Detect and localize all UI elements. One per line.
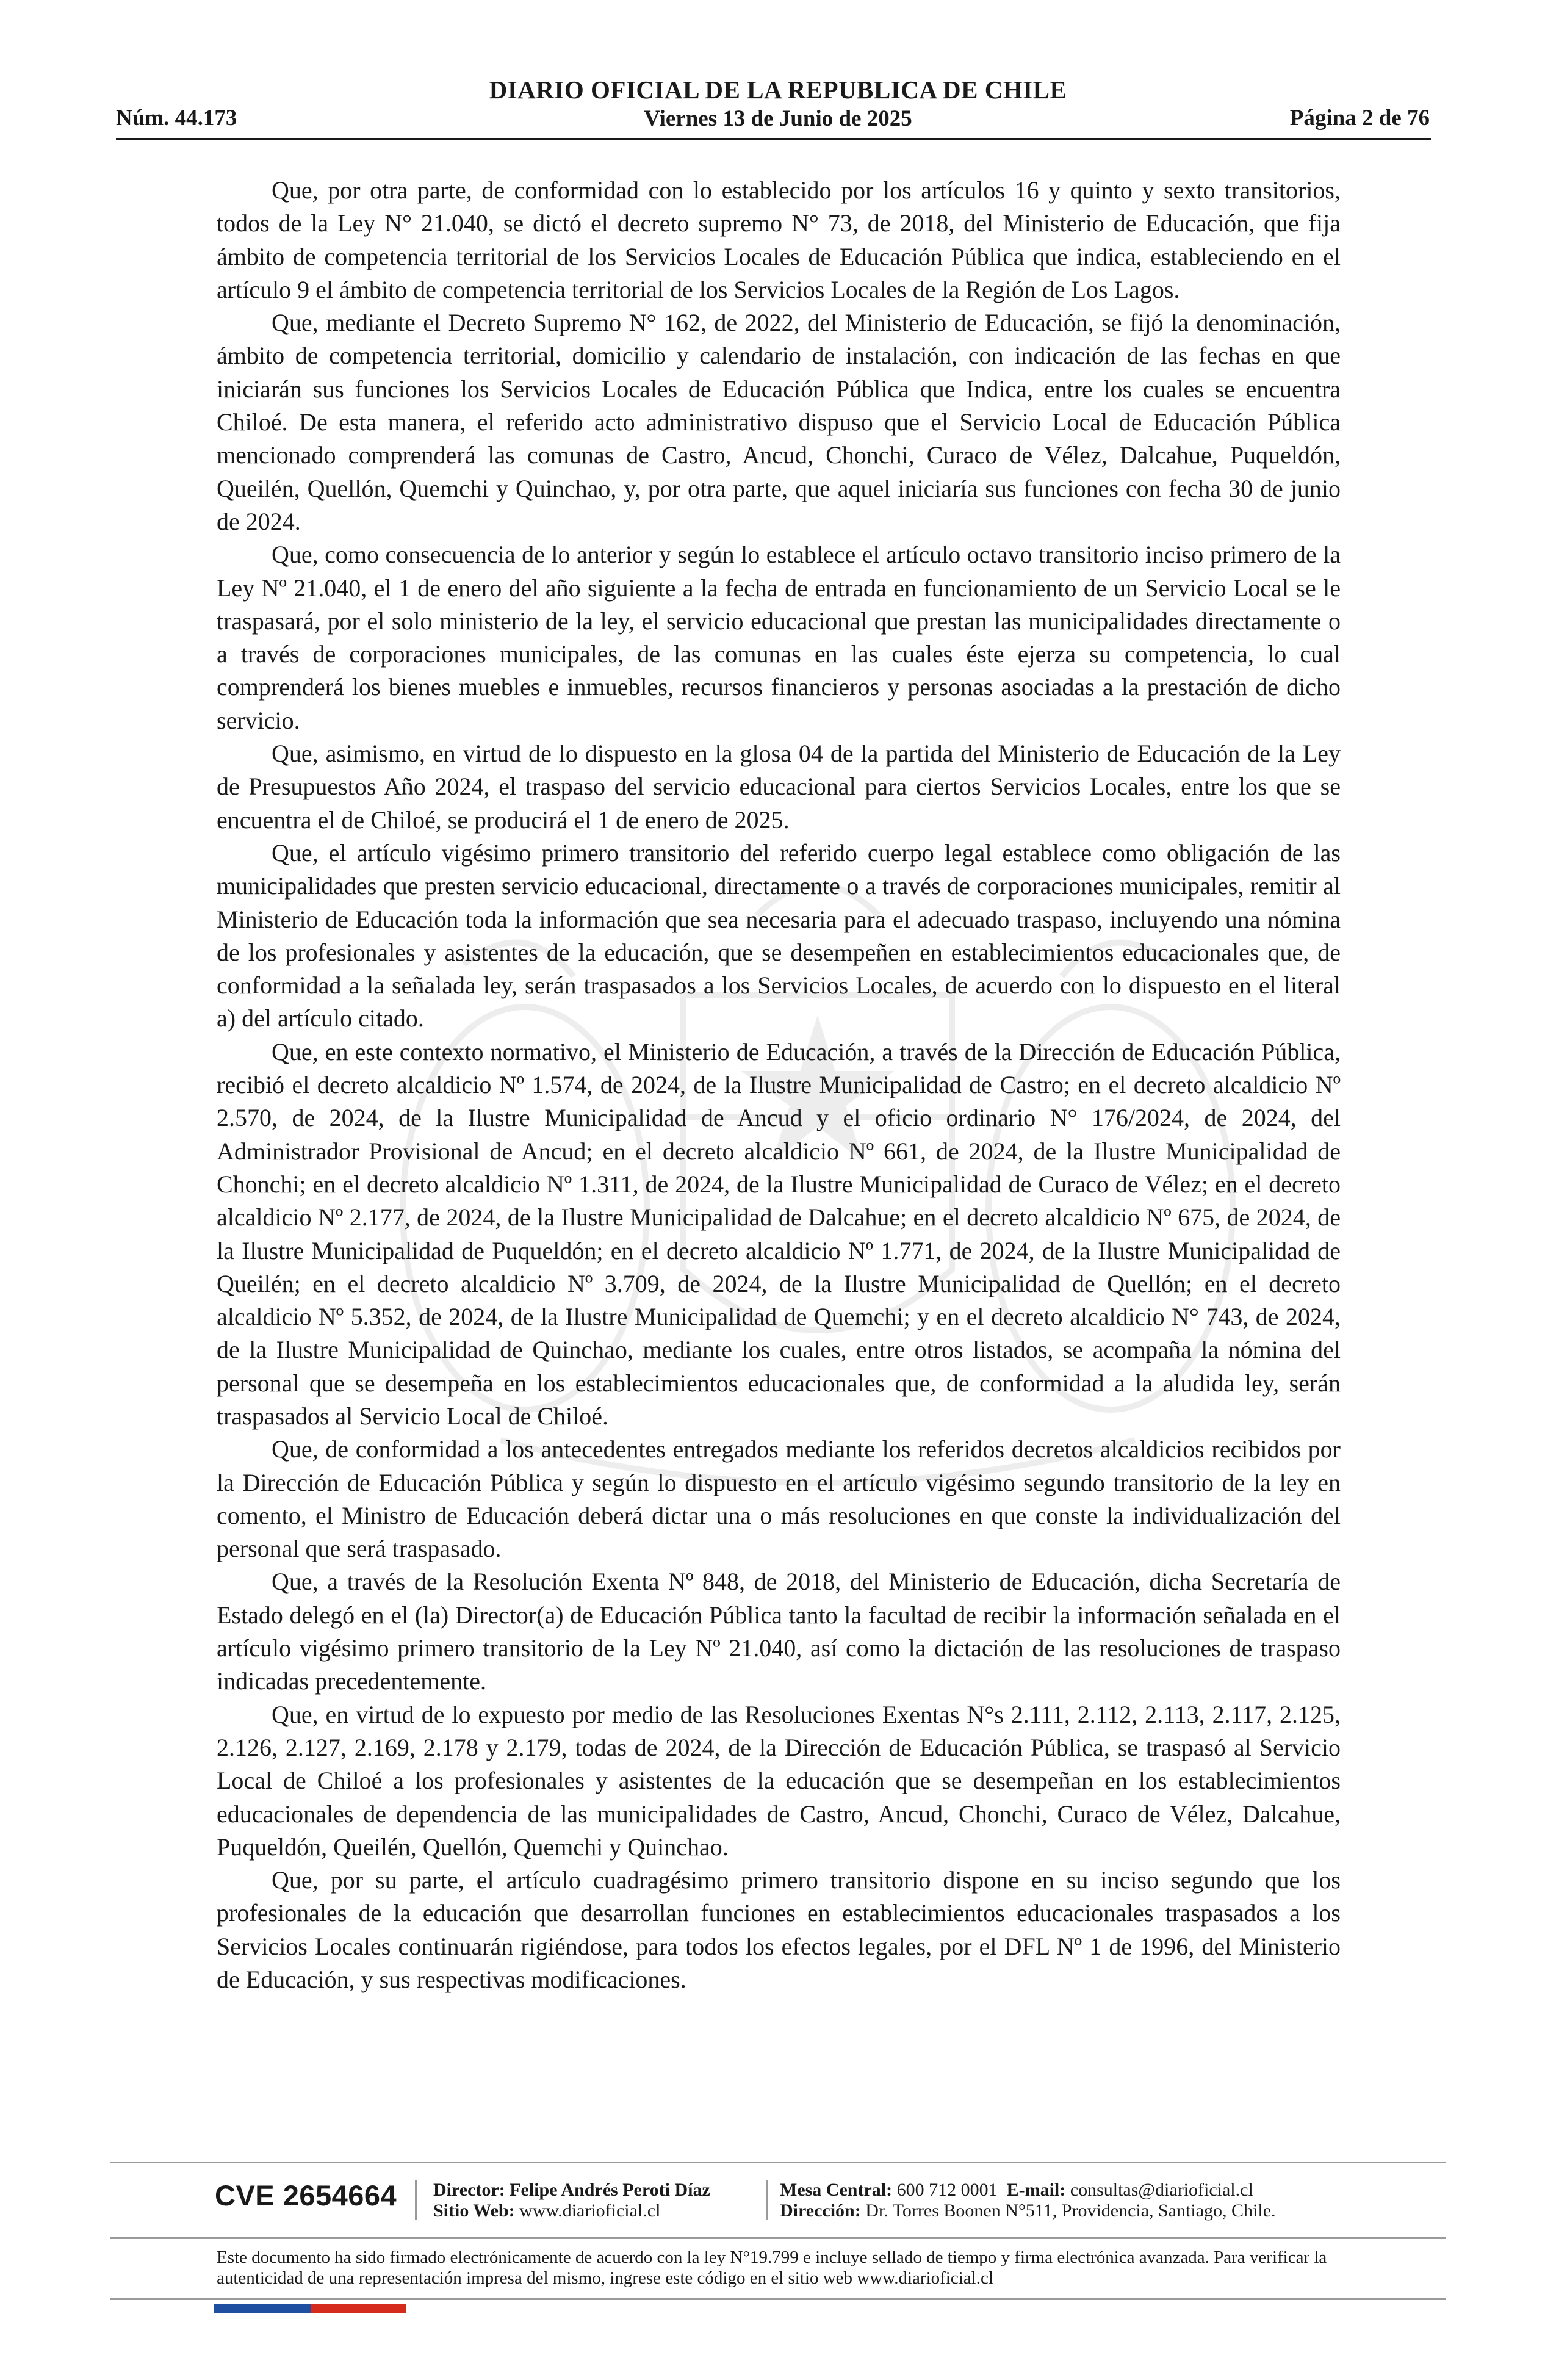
footer-separator — [415, 2180, 417, 2220]
website-label: Sitio Web: — [433, 2201, 515, 2221]
paragraph: Que, por su parte, el artículo cuadragésimo primero transitorio dispone en su inciso segundo que los profesionales de la educación que desarrollan funciones en establecimientos educacionales traspasados a los Servicios Locales continuarán rigiéndose, para todos los efectos legales, por el DFL Nº 1 de 1996, del Ministerio de Educación, y sus respectivas modificaciones. — [217, 1866, 1341, 1994]
flag-stripe-red — [311, 2304, 406, 2313]
paragraph: Que, a través de la Resolución Exenta Nº 848, de 2018, del Ministerio de Educación, dicha Secretaría de Estado delegó en el (la) Director(a) de Educación Pública tanto la facultad de recibir la información señalada en el artículo vigésimo primero transitorio de la Ley Nº 21.040, así como la dictación de las resoluciones de traspaso indicadas precedentemente. — [217, 1568, 1341, 1695]
paragraph: Que, asimismo, en virtud de lo dispuesto en la glosa 04 de la partida del Ministerio de Educación de la Ley de Presupuestos Año 2024, el traspaso del servicio educacional para ciertos Servicios Locales, entre los que se encuentra el de Chiloé, se producirá el 1 de enero de 2025. — [217, 740, 1341, 834]
footer-divider-top — [110, 2162, 1446, 2163]
paragraph: Que, mediante el Decreto Supremo N° 162, de 2022, del Ministerio de Educación, se fijó la denominación, ámbito de competencia territorial, domicilio y calendario de instalación, con indicación de las fechas en que iniciarán sus funciones los Servicios Locales de Educación Pública que Indica, entre los cuales se encuentra Chiloé. De esta manera, el referido acto administrativo dispuso que el Servicio Local de Educación Pública mencionado comprenderá las comunas de Castro, Ancud, Chonchi, Curaco de Vélez, Dalcahue, Puqueldón, Queilén, Quellón, Quemchi y Quinchao, y, por otra parte, que aquel iniciaría sus funciones con fecha 30 de junio de 2024. — [217, 309, 1341, 535]
address-text: Dr. Torres Boonen N°511, Providencia, Santiago, Chile. — [865, 2201, 1276, 2221]
website-link[interactable]: www.diarioficial.cl — [519, 2201, 661, 2221]
footer-contact-block — [780, 2180, 1276, 2221]
newspaper-title: DIARIO OFICIAL DE LA REPUBLICA DE CHILE — [489, 76, 1067, 104]
email-link[interactable]: consultas@diarioficial.cl — [1070, 2180, 1253, 2200]
footer-divider-mid — [110, 2237, 1446, 2239]
paragraph: Que, como consecuencia de lo anterior y según lo establece el artículo octavo transitorio inciso primero de la Ley Nº 21.040, el 1 de enero del año siguiente a la fecha de entrada en funcionamiento de un Servicio Local se le traspasará, por el solo ministerio de la ley, el servicio educacional que prestan las municipalidades directamente o a través de corporaciones municipales, de las comunas en las cuales éste ejerza su competencia, lo cual comprenderá los bienes muebles e inmuebles, recursos financieros y personas asociadas a la prestación de dicho servicio. — [217, 541, 1341, 734]
phone-label: Mesa Central: — [780, 2180, 893, 2200]
address-label: Dirección: — [780, 2201, 861, 2221]
footer-separator — [766, 2180, 768, 2220]
cve-code: CVE 2654664 — [215, 2179, 397, 2212]
phone-number: 600 712 0001 — [896, 2180, 998, 2200]
paragraph: Que, en virtud de lo expuesto por medio de las Resoluciones Exentas N°s 2.111, 2.112, 2.113, 2.117, 2.125, 2.126, 2.127, 2.169, 2.178 y 2.179, todas de 2024, de la Dirección de Educación Pública, se traspasó al Servicio Local de Chiloé a los profesionales y asistentes de la educación que se desempeñan en los establecimientos educacionales de dependencia de las municipalidades de Castro, Ancud, Chonchi, Curaco de Vélez, Dalcahue, Puqueldón, Queilén, Quellón, Quemchi y Quinchao. — [217, 1700, 1341, 1861]
paragraph: Que, en este contexto normativo, el Ministerio de Educación, a través de la Dirección de Educación Pública, recibió el decreto alcaldicio Nº 1.574, de 2024, de la Ilustre Municipalidad de Castro; en el decreto alcaldicio Nº 2.570, de 2024, de la Ilustre Municipalidad de Ancud y el oficio ordinario N° 176/2024, de 2024, del Administrador Provisional de Ancud; en el decreto alcaldicio Nº 661, de 2024, de la Ilustre Municipalidad de Chonchi; en el decreto alcaldicio Nº 1.311, de 2024, de la Ilustre Municipalidad de Curaco de Vélez; en el decreto alcaldicio Nº 2.177, de 2024, de la Ilustre Municipalidad de Dalcahue; en el decreto alcaldicio Nº 675, de 2024, de la Ilustre Municipalidad de Puqueldón; en el decreto alcaldicio Nº 1.771, de 2024, de la Ilustre Municipalidad de Queilén; en el decreto alcaldicio Nº 3.709, de 2024, de la Ilustre Municipalidad de Quellón; en el decreto alcaldicio Nº 5.352, de 2024, de la Ilustre Municipalidad de Quemchi; y en el decreto alcaldicio N° 743, de 2024, de la Ilustre Municipalidad de Quinchao, mediante los cuales, entre otros listados, se acompaña la nómina del personal que se desempeña en los establecimientos educacionales que, de conformidad a la aludida ley, serán traspasados al Servicio Local de Chiloé. — [217, 1037, 1341, 1430]
paragraph: Que, por otra parte, de conformidad con lo establecido por los artículos 16 y quinto y sexto transitorios, todos de la Ley N° 21.040, se dictó el decreto supremo N° 73, de 2018, del Ministerio de Educación, que fija ámbito de competencia territorial de los Servicios Locales de Educación Pública que indica, estableciendo en el artículo 9 el ámbito de competencia territorial de los Servicios Locales de la Región de Los Lagos. — [217, 176, 1341, 303]
document-body — [217, 174, 1341, 1996]
paragraph: Que, el artículo vigésimo primero transitorio del referido cuerpo legal establece como obligación de las municipalidades que presten servicio educacional, directamente o a través de corporaciones municipales, remitir al Ministerio de Educación toda la información que sea necesaria para el adecuado traspaso, incluyendo una nómina de los profesionales y asistentes de la educación, que se desempeñen en establecimientos educacionales que, de conformidad a la señalada ley, serán traspasados a los Servicios Locales, de acuerdo con lo dispuesto en el literal a) del artículo citado. — [217, 838, 1341, 1033]
footer-divider-bottom — [110, 2298, 1446, 2300]
paragraph: Que, de conformidad a los antecedentes entregados mediante los referidos decretos alcaldicios recibidos por la Dirección de Educación Pública y según lo dispuesto en el artículo vigésimo segundo transitorio de la ley en comento, el Ministro de Educación deberá dictar una o más resoluciones en que conste la individualización del personal que será traspasado. — [217, 1435, 1341, 1563]
signature-note: Este documento ha sido firmado electrónicamente de acuerdo con la ley N°19.799 e incluye sellado de tiempo y firma electrónica avanzada. Para verificar la autenticidad de una representación impresa del mismo, ingrese este código en el sitio web www.diarioficial.cl — [217, 2248, 1327, 2288]
flag-stripe-blue — [214, 2304, 311, 2313]
issue-number: Núm. 44.173 — [116, 106, 237, 131]
header-divider — [116, 138, 1431, 140]
footer-director-block — [433, 2180, 710, 2221]
issue-date: Viernes 13 de Junio de 2025 — [644, 106, 912, 131]
page-number: Página 2 de 76 — [1289, 106, 1430, 131]
director-label: Director: — [433, 2180, 505, 2200]
director-name: Felipe Andrés Peroti Díaz — [510, 2180, 710, 2200]
email-label: E-mail: — [1006, 2180, 1066, 2200]
